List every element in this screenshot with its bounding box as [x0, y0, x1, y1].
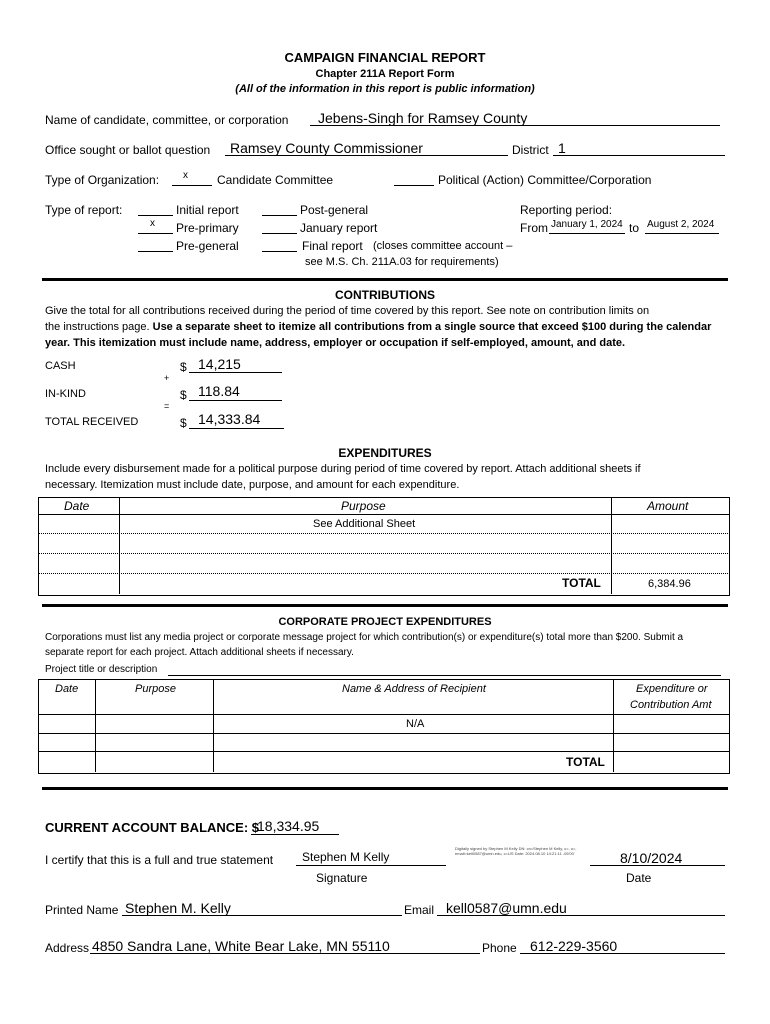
expenditures-total-value[interactable]: 6,384.96: [648, 578, 691, 590]
table-row[interactable]: See Additional Sheet: [313, 518, 416, 530]
preprimary-checkbox[interactable]: x: [150, 218, 155, 229]
initial-label: Initial report: [176, 203, 239, 217]
pregeneral-label: Pre-general: [176, 239, 239, 253]
period-label: Reporting period:: [520, 203, 613, 217]
table-row-line: [38, 714, 729, 715]
contributions-heading: CONTRIBUTIONS: [335, 288, 435, 302]
table-row-line: [38, 514, 729, 515]
signature-field[interactable]: Stephen M Kelly: [302, 850, 390, 864]
divider: [42, 604, 728, 607]
office-field[interactable]: Ramsey County Commissioner: [230, 140, 423, 156]
plus-sign: +: [164, 373, 170, 383]
table-row-line: [39, 533, 728, 534]
inkind-line: [189, 400, 282, 401]
org-political-label: Political (Action) Committee/Corporation: [438, 173, 652, 187]
to-field[interactable]: August 2, 2024: [647, 219, 715, 230]
contributions-text: year. This itemization must include name, address, employer or occupation if self-employed, amount, and date.: [45, 337, 626, 349]
org-candidate-checkbox[interactable]: x: [183, 170, 188, 181]
final-checkbox[interactable]: [262, 251, 297, 252]
printed-name-field[interactable]: Stephen M. Kelly: [125, 900, 231, 916]
address-label: Address: [45, 941, 90, 955]
dollar-sign: $: [180, 416, 187, 430]
phone-field[interactable]: 612-229-3560: [530, 938, 618, 954]
district-label: District: [512, 143, 549, 157]
expenditures-heading: EXPENDITURES: [338, 446, 432, 460]
corporate-text: Corporations must list any media project or corporate message project for which contribution(s) or expenditure(s) total more than $200. Submit a: [45, 632, 684, 643]
expenditures-total-label: TOTAL: [562, 576, 601, 590]
january-checkbox[interactable]: [262, 233, 297, 234]
name-field[interactable]: Jebens-Singh for Ramsey County: [318, 110, 528, 126]
table-divider: [213, 679, 214, 772]
district-field[interactable]: 1: [558, 140, 566, 156]
email-field[interactable]: kell0587@umn.edu: [446, 900, 567, 916]
to-line: [645, 233, 719, 234]
table-divider: [95, 679, 96, 772]
cash-field[interactable]: 14,215: [198, 356, 241, 372]
final-note: (closes committee account –: [373, 240, 513, 252]
total-received-label: TOTAL RECEIVED: [45, 416, 139, 428]
from-label: From: [520, 221, 548, 235]
to-label: to: [629, 221, 640, 235]
email-label: Email: [404, 903, 435, 917]
preprimary-label: Pre-primary: [176, 221, 239, 235]
corporate-heading: CORPORATE PROJECT EXPENDITURES: [278, 616, 492, 628]
dollar-sign: $: [180, 388, 187, 402]
table-divider: [613, 679, 614, 772]
certify-label: I certify that this is a full and true statement: [45, 853, 274, 867]
signature-line: [296, 865, 446, 866]
printed-name-label: Printed Name: [45, 903, 119, 917]
district-line: [553, 155, 725, 156]
total-received-field[interactable]: 14,333.84: [198, 411, 261, 427]
col-amount: Amount: [647, 499, 689, 513]
form-note: (All of the information in this report is public information): [235, 83, 535, 95]
january-label: January report: [300, 221, 378, 235]
preprimary-line: [138, 233, 173, 234]
equals-sign: =: [164, 401, 170, 411]
contributions-text: Give the total for all contributions received during the period of time covered by this report. See note on contribution limits on: [45, 305, 650, 317]
total-received-line: [189, 428, 284, 429]
col-date: Date: [64, 499, 90, 513]
org-political-checkbox[interactable]: [394, 185, 434, 186]
table-row-line: [38, 733, 729, 734]
form-title: CAMPAIGN FINANCIAL REPORT: [284, 50, 486, 65]
cash-label: CASH: [45, 360, 76, 372]
org-candidate-line: [172, 185, 212, 186]
form-subtitle: Chapter 211A Report Form: [315, 68, 455, 80]
project-field[interactable]: [168, 675, 721, 676]
from-field[interactable]: January 1, 2024: [551, 219, 623, 230]
contributions-text: the instructions page. Use a separate sheet to itemize all contributions from a single source that exceed $100 during the calendar: [45, 321, 712, 333]
balance-field[interactable]: 18,334.95: [257, 818, 320, 834]
table-divider: [119, 497, 120, 594]
org-candidate-label: Candidate Committee: [217, 173, 334, 187]
digital-signature-stamp: Digitally signed by Stephen M Kelly DN: cn=Stephen M Kelly, c=, o=, email=kell0587@umn.edu, c=US Date: 2024.08.10 14:21:11 -05'00': [455, 846, 577, 856]
inkind-label: IN-KIND: [45, 388, 86, 400]
final-note-2: see M.S. Ch. 211A.03 for requirements): [305, 256, 499, 268]
date-field[interactable]: 8/10/2024: [620, 850, 683, 866]
col-expenditure: Contribution Amt: [630, 699, 712, 711]
org-label: Type of Organization:: [45, 173, 160, 187]
balance-label: CURRENT ACCOUNT BALANCE: $: [45, 820, 260, 835]
from-line: [549, 233, 625, 234]
cash-line: [189, 372, 282, 373]
col-purpose: Purpose: [135, 683, 176, 695]
expenditures-text: necessary. Itemization must include date, purpose, and amount for each expenditure.: [45, 479, 460, 491]
table-row-line: [38, 751, 729, 752]
expenditures-text: Include every disbursement made for a political purpose during period of time covered by report. Attach additional sheets if: [45, 463, 641, 475]
table-row-line: [39, 553, 728, 554]
col-purpose: Purpose: [341, 499, 386, 513]
col-recipient: Name & Address of Recipient: [342, 683, 486, 695]
final-label: Final report: [302, 239, 363, 253]
signature-label: Signature: [316, 871, 368, 885]
project-label: Project title or description: [45, 664, 158, 675]
divider: [42, 278, 728, 281]
pregeneral-checkbox[interactable]: [138, 251, 173, 252]
postgeneral-label: Post-general: [300, 203, 369, 217]
dollar-sign: $: [180, 360, 187, 374]
table-row[interactable]: N/A: [406, 718, 425, 730]
divider: [42, 787, 728, 790]
inkind-field[interactable]: 118.84: [198, 383, 240, 399]
office-label: Office sought or ballot question: [45, 143, 211, 157]
initial-checkbox[interactable]: [138, 215, 173, 216]
corporate-text: separate report for each project. Attach additional sheets if necessary.: [45, 647, 354, 658]
table-row-line: [39, 573, 728, 574]
balance-line: [251, 834, 339, 835]
col-expenditure: Expenditure or: [636, 683, 708, 695]
date-label: Date: [626, 871, 652, 885]
col-date: Date: [55, 683, 79, 695]
name-label: Name of candidate, committee, or corporation: [45, 113, 289, 127]
phone-label: Phone: [482, 941, 517, 955]
address-field[interactable]: 4850 Sandra Lane, White Bear Lake, MN 55110: [92, 938, 390, 954]
corporate-total-label: TOTAL: [566, 755, 605, 769]
report-label: Type of report:: [45, 203, 123, 217]
postgeneral-checkbox[interactable]: [262, 215, 297, 216]
table-divider: [611, 497, 612, 594]
